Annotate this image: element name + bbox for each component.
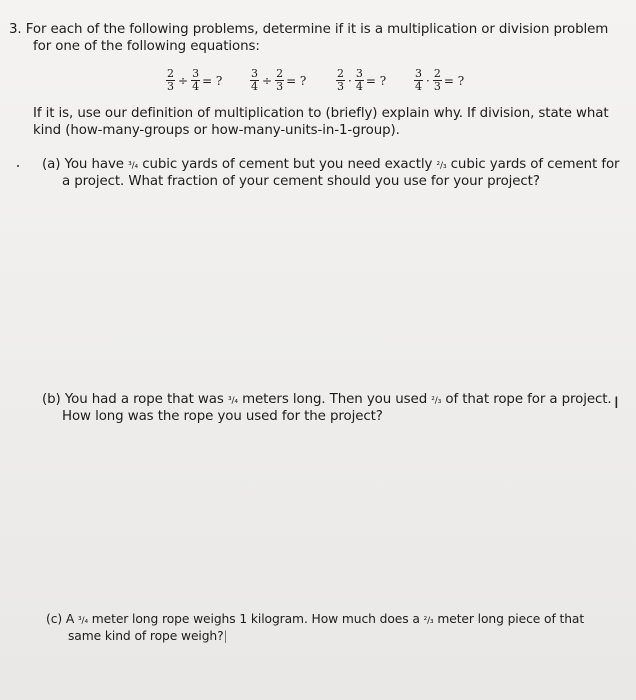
fraction: ²/₃ [436, 161, 447, 171]
instruction-line1: If it is, use our definition of multiplication to (briefly) explain why. If division, state what [33, 106, 609, 121]
part-c-text: A [65, 612, 75, 626]
part-b-label: (b) [42, 392, 61, 407]
equation-4 [414, 68, 464, 93]
part-c-label: (c) [46, 612, 63, 626]
operator: · [426, 73, 430, 88]
operator: · [348, 73, 352, 88]
text-cursor-icon: I [614, 393, 619, 412]
fraction: $\frac{3}{4}$ [251, 67, 258, 93]
part-a-text: cubic yards of cement but you need exactly [142, 157, 433, 172]
problem-intro-text: For each of the following problems, determine if it is a multiplication or division problem [25, 22, 609, 37]
part-c-text: meter long rope weighs 1 kilogram. How much does a [91, 612, 420, 626]
part-a-line2: a project. What fraction of your cement should you use for your project? [62, 174, 540, 189]
fraction: ²/₃ [423, 616, 434, 626]
problem-intro-line2: for one of the following equations: [33, 39, 260, 54]
fraction: $\frac{2}{3}$ [433, 67, 441, 93]
part-b-line2: How long was the rope you used for the project? [62, 409, 383, 424]
fraction: $\frac{2}{3}$ [167, 67, 174, 93]
equation-2 [250, 68, 306, 93]
equals-question: = ? [286, 73, 307, 88]
part-b-text: of that rope for a project. [445, 392, 612, 407]
fraction: $\frac{2}{3}$ [276, 67, 284, 93]
stray-mark [17, 165, 19, 167]
part-b-text: You had a rope that was [64, 392, 224, 407]
part-b-line1 [42, 392, 612, 407]
part-c-line1 [46, 612, 584, 626]
fraction: $\frac{3}{4}$ [192, 67, 200, 93]
problem-number: 3. [9, 22, 22, 37]
part-c-text: same kind of rope weigh? [68, 629, 224, 643]
equation-3 [336, 68, 386, 93]
part-a-line1 [42, 157, 619, 172]
fraction: ³/₄ [78, 616, 88, 626]
fraction: $\frac{3}{4}$ [415, 67, 422, 93]
operator: ÷ [262, 73, 273, 88]
fraction: $\frac{2}{3}$ [337, 67, 344, 93]
equals-question: = ? [365, 73, 387, 88]
equals-question: = ? [443, 73, 465, 88]
part-c-text: meter long piece of that [437, 612, 585, 626]
operator: ÷ [178, 73, 189, 88]
equals-question: = ? [202, 73, 223, 88]
instruction-line2: kind (how-many-groups or how-many-units-in-1-group). [33, 123, 400, 138]
fraction: ³/₄ [128, 161, 139, 171]
part-c-line2 [68, 629, 228, 643]
part-a-text: cubic yards of cement for [450, 157, 620, 172]
fraction: ²/₃ [431, 396, 442, 406]
fraction: ³/₄ [227, 396, 238, 406]
text-cursor-icon: | [223, 629, 228, 643]
part-a-label: (a) [42, 157, 61, 172]
equation-1 [166, 68, 222, 93]
part-b-text: meters long. Then you used [242, 392, 428, 407]
fraction: $\frac{3}{4}$ [355, 67, 363, 93]
part-a-text: You have [64, 157, 124, 172]
problem-intro-line1 [9, 22, 608, 37]
